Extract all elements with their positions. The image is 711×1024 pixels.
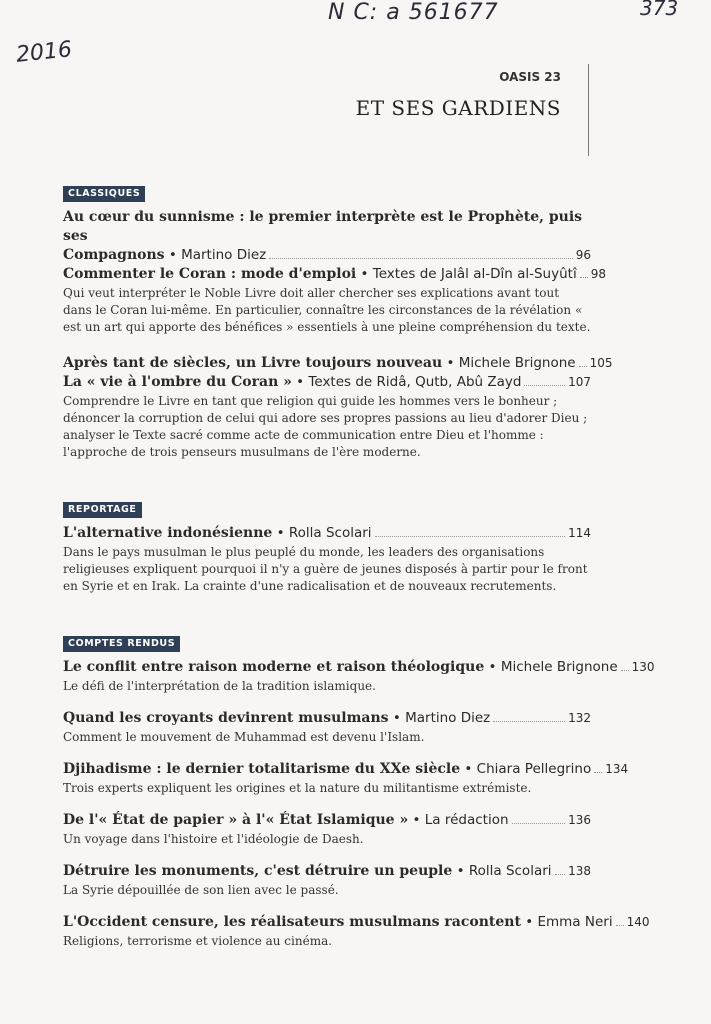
entry-description: Comment le mouvement de Muhammad est devenu l'Islam. (63, 730, 425, 744)
toc-entry[interactable]: Djihadisme : le dernier totalitarisme du XXe siècle • Chiara Pellegrino 134 Trois experts expliquent les origines et la nature du militantisme extrémiste. (63, 761, 629, 795)
toc-entry[interactable]: L'alternative indonésienne • Rolla Scolari 114 Dans le pays musulman le plus peuplé du monde, les leaders des organisations religieuses expliquent pourquoi il n'y a guère de jeunes disposés à partir pour le front en Syrie et en Irak. La crainte d'une radicalisation et de nouveaux recrutements. (63, 525, 591, 593)
entry-description: Qui veut interpréter le Noble Livre doit aller chercher ses explications avant tout dans le Coran lui-même. En particulier, connaître les circonstances de la révélation « est un art qui apporte des bénéfices » essentiels à une pleine compréhension du texte. (63, 286, 591, 334)
page-title: ET SES GARDIENS (355, 96, 561, 120)
entry-title: L'alternative indonésienne (63, 525, 273, 541)
table-of-contents (63, 181, 655, 986)
entry-page: 136 (568, 813, 591, 827)
entry-description: La Syrie dépouillée de son lien avec le passé. (63, 883, 339, 897)
entry-description: Dans le pays musulman le plus peuplé du monde, les leaders des organisations religieuses expliquent pourquoi il n'y a guère de jeunes disposés à partir pour le front en Syrie et en Irak. La crainte d'une radicalisation et de nouveaux recrutements. (63, 545, 588, 593)
entry-page: 130 (631, 660, 655, 674)
section-comptes-rendus (63, 631, 655, 950)
leader-dots (555, 874, 566, 875)
leader-dots (621, 670, 629, 671)
entry-page: 98 (590, 267, 606, 281)
entry-title: Le conflit entre raison moderne et raison théologique (63, 659, 485, 675)
header-divider (588, 64, 589, 156)
leader-dots (512, 823, 566, 824)
entry-author: Textes de Jalâl al-Dîn al-Suyûtî (372, 266, 577, 282)
section-label-reportage: REPORTAGE (63, 502, 142, 518)
toc-entry[interactable]: De l'« État de papier » à l'« État Islamique » • La rédaction 136 Un voyage dans l'histoire et l'idéologie de Daesh. (63, 812, 591, 846)
entry-author: La rédaction (424, 812, 509, 828)
toc-entry[interactable]: Détruire les monuments, c'est détruire un peuple • Rolla Scolari 138 La Syrie dépouillée de son lien avec le passé. (63, 863, 591, 897)
entry-author: Martino Diez (181, 247, 267, 263)
handwritten-year: 2016 (14, 37, 74, 68)
issue-label: OASIS 23 (499, 70, 561, 84)
entry-title: Compagnons (63, 247, 165, 263)
leader-dots (580, 277, 588, 278)
entry-page: 134 (605, 762, 629, 776)
entry-author: Chiara Pellegrino (476, 761, 592, 777)
entry-page: 140 (626, 915, 650, 929)
toc-entry[interactable]: Après tant de siècles, un Livre toujours nouveau • Michele Brignone 105 (63, 355, 613, 371)
entry-description: Trois experts expliquent les origines et la nature du militantisme extrémiste. (63, 781, 532, 795)
entry-title: Au cœur du sunnisme : le premier interprète est le Prophète, puis ses (63, 209, 583, 244)
entry-page: 114 (568, 526, 591, 540)
entry-author: Michele Brignone (458, 355, 576, 371)
section-label-comptes-rendus: COMPTES RENDUS (63, 636, 180, 652)
entry-title: L'Occident censure, les réalisateurs musulmans racontent (63, 914, 521, 930)
leader-dots (616, 925, 624, 926)
entry-title: Commenter le Coran : mode d'emploi (63, 266, 357, 282)
entry-page: 132 (568, 711, 591, 725)
entry-title: De l'« État de papier » à l'« État Islamique » (63, 812, 409, 828)
entry-author: Rolla Scolari (288, 525, 372, 541)
toc-entry[interactable]: L'Occident censure, les réalisateurs musulmans racontent • Emma Neri 140 Religions, terrorisme et violence au cinéma. (63, 914, 650, 948)
toc-entry[interactable]: Commenter le Coran : mode d'emploi • Textes de Jalâl al-Dîn al-Suyûtî 98 Qui veut interpréter le Noble Livre doit aller chercher ses explications avant tout dans le Coran lui-même. En particulier, connaître les circonstances de la révélation « est un art qui apporte des bénéfices » essentiels à une pleine compréhension du texte. (63, 266, 606, 334)
entry-page: 96 (575, 248, 591, 262)
entry-author: Martino Diez (405, 710, 491, 726)
leader-dots (493, 721, 565, 722)
entry-description: Le défi de l'interprétation de la tradition islamique. (63, 679, 376, 693)
entry-title: Détruire les monuments, c'est détruire un peuple (63, 863, 453, 879)
toc-entry[interactable]: Au cœur du sunnisme : le premier interprète est le Prophète, puis ses Compagnons • Martino Diez 96 (63, 209, 591, 263)
entry-description: Religions, terrorisme et violence au cinéma. (63, 934, 333, 948)
section-label-classiques: CLASSIQUES (63, 186, 145, 202)
entry-author: Textes de Ridâ, Qutb, Abû Zayd (308, 374, 522, 390)
toc-entry[interactable]: Le conflit entre raison moderne et raison théologique • Michele Brignone 130 Le défi de l'interprétation de la tradition islamique. (63, 659, 655, 693)
leader-dots (594, 772, 602, 773)
section-reportage (63, 497, 591, 595)
leader-dots (269, 258, 572, 259)
entry-page: 107 (568, 375, 591, 389)
entry-description: Comprendre le Livre en tant que religion qui guide les hommes vers le bonheur ; dénoncer la corruption de celui qui adore ses propres passions au lieu d'adorer Dieu ; analyser le Texte sacré comme acte de communication entre Dieu et l'homme : l'approche de trois penseurs musulmans de l'ère moderne. (63, 394, 588, 459)
entry-title: Quand les croyants devinrent musulmans (63, 710, 389, 726)
entry-author: Emma Neri (537, 914, 613, 930)
entry-page: 105 (589, 356, 613, 370)
toc-entry[interactable]: La « vie à l'ombre du Coran » • Textes de Ridâ, Qutb, Abû Zayd 107 Comprendre le Livre en tant que religion qui guide les hommes vers le bonheur ; dénoncer la corruption de celui qui adore ses propres passions au lieu d'adorer Dieu ; analyser le Texte sacré comme acte de communication entre Dieu et l'homme : l'approche de trois penseurs musulmans de l'ère moderne. (63, 374, 591, 459)
handwritten-reference: N C: a 561677 (328, 0, 499, 25)
entry-author: Rolla Scolari (468, 863, 552, 879)
leader-dots (524, 385, 565, 386)
handwritten-corner-number: 373 (640, 0, 679, 20)
entry-page: 138 (568, 864, 591, 878)
entry-author: Michele Brignone (500, 659, 618, 675)
entry-title: Djihadisme : le dernier totalitarisme du XXe siècle (63, 761, 461, 777)
entry-title: Après tant de siècles, un Livre toujours nouveau (63, 355, 443, 371)
leader-dots (375, 536, 566, 537)
entry-title: La « vie à l'ombre du Coran » (63, 374, 292, 390)
toc-entry[interactable]: Quand les croyants devinrent musulmans • Martino Diez 132 Comment le mouvement de Muhammad est devenu l'Islam. (63, 710, 591, 744)
section-classiques (63, 181, 613, 461)
entry-description: Un voyage dans l'histoire et l'idéologie de Daesh. (63, 832, 364, 846)
leader-dots (579, 366, 587, 367)
